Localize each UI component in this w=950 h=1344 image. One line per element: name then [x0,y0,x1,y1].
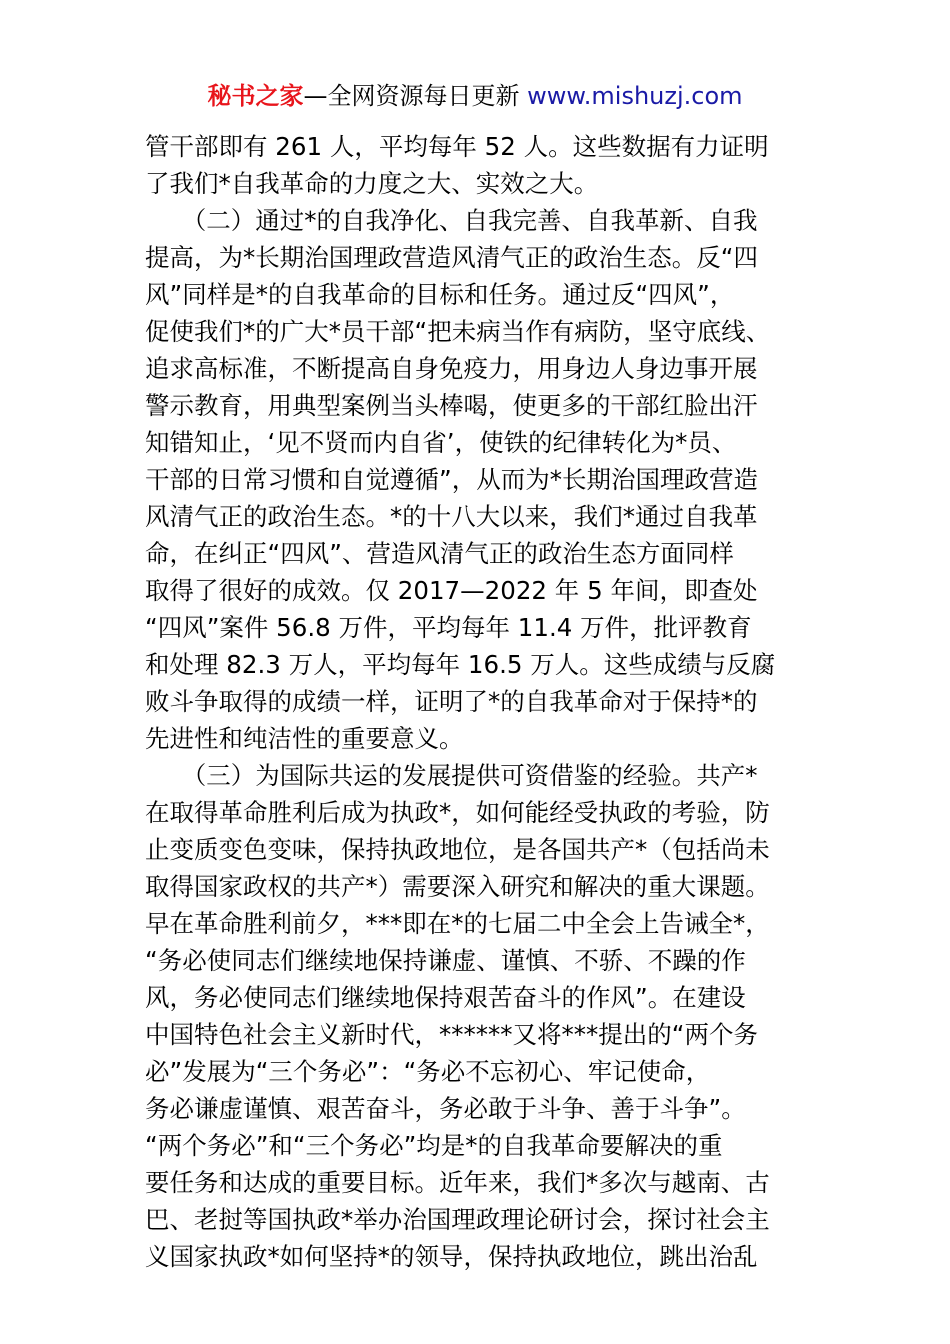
text-line: 风清气正的政治生态。*的十八大以来，我们*通过自我革 [145,502,758,531]
text-line: 风”同样是*的自我革命的目标和任务。通过反“四风”， [145,280,735,309]
text-line: “务必使同志们继续地保持谦虚、谨慎、不骄、不躁的作 [145,946,746,975]
text-line: 干部的日常习惯和自觉遵循”，从而为*长期治国理政营造 [145,465,758,494]
text-line: 管干部即有 261 人，平均每年 52 人。这些数据有力证明 [145,132,769,161]
text-line: 早在革命胜利前夕，***即在*的七届二中全会上告诫全*， [145,909,770,938]
header-tagline: —全网资源每日更新 [303,82,528,110]
text-line: 命，在纠正“四风”、营造风清气正的政治生态方面同样 [145,539,734,568]
text-line: 务必谦虚谨慎、艰苦奋斗，务必敢于斗争、善于斗争”。 [145,1094,746,1123]
site-url-link[interactable]: www.mishuzj.com [527,82,743,110]
text-line: 了我们*自我革命的力度之大、实效之大。 [145,169,599,198]
text-line: 在取得革命胜利后成为执政*，如何能经受执政的考验，防 [145,798,770,827]
text-line: 风，务必使同志们继续地保持艰苦奋斗的作风”。在建设 [145,983,746,1012]
document-body [145,128,815,1275]
text-line: 败斗争取得的成绩一样，证明了*的自我革命对于保持*的 [145,687,758,716]
text-line: 巴、老挝等国执政*举办治国理政理论研讨会，探讨社会主 [145,1205,770,1234]
text-line: 取得国家政权的共产*）需要深入研究和解决的重大课题。 [145,872,770,901]
text-line: 警示教育，用典型案例当头棒喝，使更多的干部红脸出汗 [145,391,758,420]
site-header [0,80,950,112]
text-line: 促使我们*的广大*员干部“把未病当作有病防，坚守底线、 [145,317,771,346]
text-line: 取得了很好的成效。仅 2017—2022 年 5 年间，即查处 [145,576,758,605]
text-line: “四风”案件 56.8 万件，平均每年 11.4 万件，批评教育 [145,613,752,642]
text-line: （三）为国际共运的发展提供可资借鉴的经验。共产* [145,761,758,790]
text-line: 提高，为*长期治国理政营造风清气正的政治生态。反“四 [145,243,758,272]
text-line: 知错知止，‘见不贤而内自省’，使铁的纪律转化为*员、 [145,428,737,457]
brand-name: 秘书之家 [207,82,304,110]
text-line: 要任务和达成的重要目标。近年来，我们*多次与越南、古 [145,1168,770,1197]
text-line: 先进性和纯洁性的重要意义。 [145,724,464,753]
text-line: 义国家执政*如何坚持*的领导，保持执政地位，跳出治乱 [145,1242,758,1271]
text-line: （二）通过*的自我净化、自我完善、自我革新、自我 [145,206,758,235]
text-line: 追求高标准，不断提高自身免疫力，用身边人身边事开展 [145,354,758,383]
text-line: 和处理 82.3 万人，平均每年 16.5 万人。这些成绩与反腐 [145,650,776,679]
text-line: 必”发展为“三个务必”：“务必不忘初心、牢记使命， [145,1057,711,1086]
text-line: 止变质变色变味，保持执政地位，是各国共产*（包括尚未 [145,835,770,864]
text-line: 中国特色社会主义新时代，******又将***提出的“两个务 [145,1020,758,1049]
text-line: “两个务必”和“三个务必”均是*的自我革命要解决的重 [145,1131,723,1160]
